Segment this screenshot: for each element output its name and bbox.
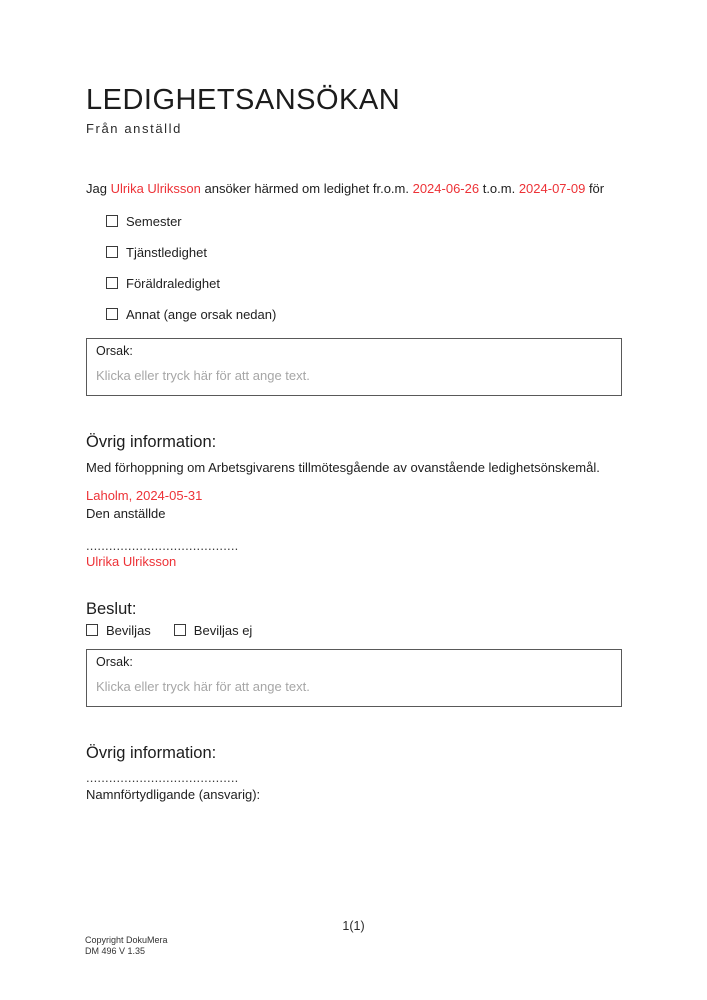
approver-signature-line: ........................................ (86, 773, 239, 783)
checkbox-icon[interactable] (106, 308, 118, 320)
page-number: 1(1) (342, 919, 365, 933)
decision-reason-text-input[interactable]: Klicka eller tryck här för att ange text. (96, 679, 310, 694)
other-info-heading: Övrig information: (86, 433, 217, 451)
signer-role-label: Den anställde (86, 506, 166, 521)
decision-heading: Beslut: (86, 600, 137, 618)
option-label: Semester (126, 213, 182, 229)
leave-option-annat[interactable] (106, 307, 622, 321)
decision-options (86, 623, 622, 637)
closing-note: Med förhoppning om Arbetsgivarens tillmötesgående av ovanstående ledighetsönskemål. (86, 460, 600, 475)
copyright-line: Copyright DokuMera (85, 935, 168, 945)
checkbox-icon[interactable] (106, 215, 118, 227)
intro-prefix: Jag (86, 181, 111, 196)
reason-box (86, 338, 622, 396)
intro-paragraph (86, 181, 622, 196)
leave-option-foraldraledighet[interactable] (106, 276, 622, 290)
to-date-field[interactable]: 2024-07-09 (518, 181, 586, 196)
leave-options-list (86, 214, 622, 321)
approver-name-label: Namnförtydligande (ansvarig): (86, 787, 261, 802)
option-label: Beviljas (106, 622, 151, 638)
page-title: LEDIGHETSANSÖKAN (86, 84, 401, 116)
checkbox-icon[interactable] (86, 624, 98, 636)
option-label: Annat (ange orsak nedan) (126, 306, 277, 322)
signature-name-field[interactable]: Ulrika Ulriksson (86, 554, 177, 569)
checkbox-icon[interactable] (174, 624, 186, 636)
place-date-field[interactable]: Laholm, 2024-05-31 (86, 488, 203, 503)
reason-box-label: Orsak: (96, 655, 133, 669)
option-label: Föräldraledighet (126, 275, 220, 291)
applicant-name-field[interactable]: Ulrika Ulriksson (110, 181, 201, 196)
reason-text-input[interactable]: Klicka eller tryck här för att ange text. (96, 368, 310, 383)
intro-middle: ansöker härmed om ledighet fr.o.m. (200, 181, 413, 196)
intro-between: t.o.m. (479, 181, 519, 196)
from-date-field[interactable]: 2024-06-26 (412, 181, 480, 196)
copyright-block (85, 935, 168, 956)
reason-box-label: Orsak: (96, 344, 133, 358)
intro-suffix: för (585, 181, 605, 196)
option-label: Tjänstledighet (126, 244, 207, 260)
decision-reason-box (86, 649, 622, 707)
decision-option-beviljas[interactable] (86, 623, 151, 638)
document-version: DM 496 V 1.35 (85, 945, 146, 956)
decision-other-info-heading: Övrig information: (86, 744, 217, 762)
leave-option-semester[interactable] (106, 214, 622, 228)
page-subtitle: Från anställd (86, 121, 182, 136)
decision-option-beviljas-ej[interactable] (174, 623, 253, 638)
checkbox-icon[interactable] (106, 246, 118, 258)
leave-option-tjanstledighet[interactable] (106, 245, 622, 259)
option-label: Beviljas ej (193, 622, 253, 638)
signature-line: ........................................ (86, 541, 239, 551)
checkbox-icon[interactable] (106, 277, 118, 289)
